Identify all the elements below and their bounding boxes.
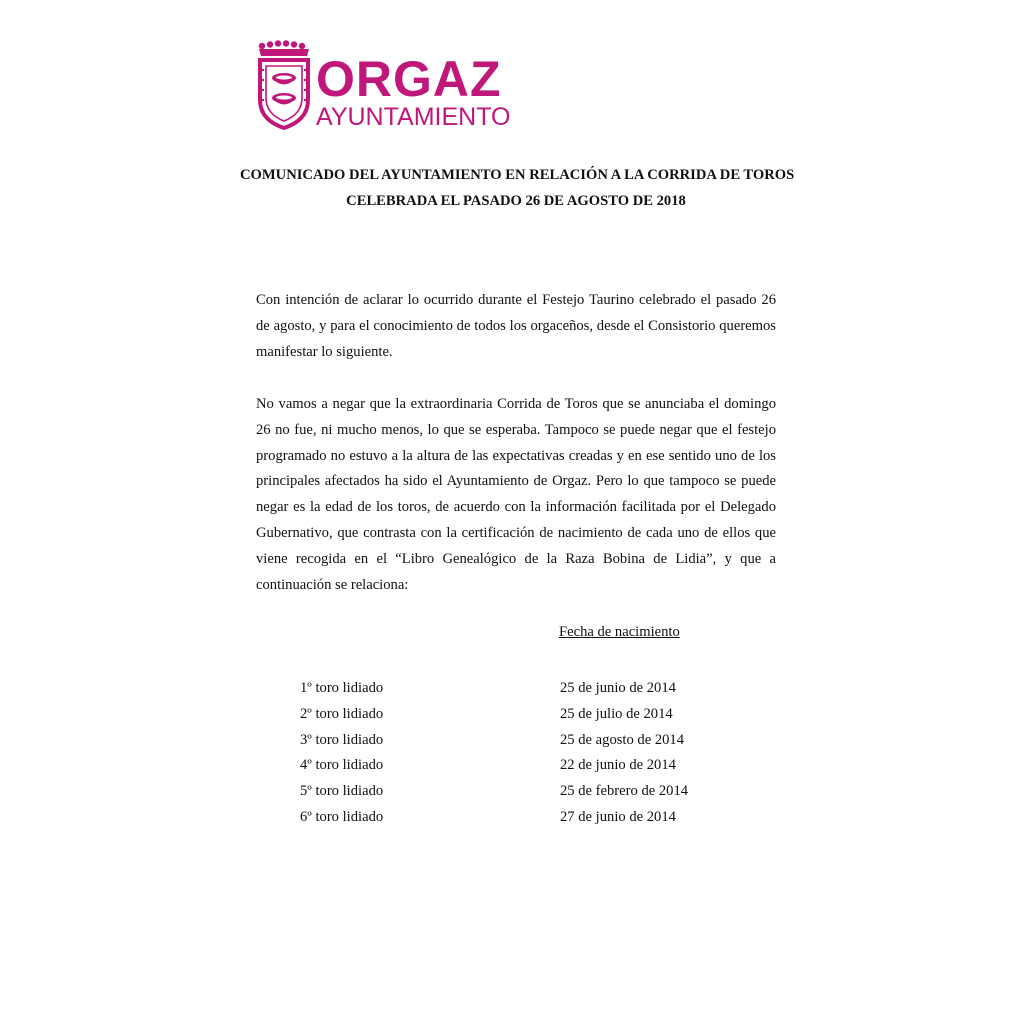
logo-subtitle: AYUNTAMIENTO bbox=[316, 103, 511, 131]
table-row bbox=[0, 805, 1024, 831]
bull-birth-date: 27 de junio de 2014 bbox=[560, 808, 676, 825]
bull-birth-date: 25 de julio de 2014 bbox=[560, 705, 673, 722]
table-row bbox=[0, 779, 1024, 805]
bull-birth-date: 25 de junio de 2014 bbox=[560, 680, 676, 696]
table-row bbox=[0, 702, 1024, 728]
bull-label: 3º toro lidiado bbox=[300, 731, 384, 748]
orgaz-logo bbox=[256, 40, 526, 132]
document-title bbox=[240, 162, 795, 214]
bull-birth-date: 22 de junio de 2014 bbox=[560, 757, 676, 774]
table-row bbox=[0, 728, 1024, 754]
paragraph-main: No vamos a negar que la extraordinaria Corrida de Toros que se anunciaba el domingo 26 no fue, ni mucho menos, lo que se esperaba. Tampoco se puede negar que el festejo programado no estuvo a la altura de las expectativas creadas y en ese sentido uno de los principales afectados ha sido el Ayuntamiento de Orgaz. Pero lo que tampoco se puede negar es la edad de los toros, de acuerdo con la información facilitada por el Delegado Gubernativo, que contrasta con la certificación de nacimiento de cada uno de ellos que viene recogida en el “Libro Genealógico de la Raza Bobina de Lidia”, y que a continuación se relaciona: bbox=[256, 396, 776, 593]
table-row bbox=[0, 676, 1024, 702]
bull-label: 1º toro lidiado bbox=[300, 680, 384, 696]
title-line-2: CELEBRADA EL PASADO 26 DE AGOSTO DE 2018 bbox=[346, 193, 686, 209]
bull-label: 5º toro lidiado bbox=[300, 783, 384, 800]
table-header-birth-date: Fecha de nacimiento bbox=[559, 624, 680, 640]
logo-wordmark: ORGAZ bbox=[316, 51, 502, 107]
paragraph-intro: Con intención de aclarar lo ocurrido durante el Festejo Taurino celebrado el pasado 26 de agosto, y para el conocimiento de todos los orgaceños, desde el Consistorio queremos manifestar lo siguiente. bbox=[256, 292, 776, 360]
coat-of-arms-icon bbox=[256, 40, 312, 130]
title-line-1: COMUNICADO DEL AYUNTAMIENTO EN RELACIÓN A LA CORRIDA DE TOROS bbox=[240, 167, 795, 183]
bull-label: 6º toro lidiado bbox=[300, 808, 384, 825]
bull-birth-date: 25 de agosto de 2014 bbox=[560, 731, 685, 748]
bull-label: 2º toro lidiado bbox=[300, 705, 384, 722]
bull-birth-date: 25 de febrero de 2014 bbox=[560, 783, 689, 800]
table-row bbox=[0, 753, 1024, 779]
bull-table bbox=[0, 676, 1024, 831]
bull-label: 4º toro lidiado bbox=[300, 757, 384, 774]
